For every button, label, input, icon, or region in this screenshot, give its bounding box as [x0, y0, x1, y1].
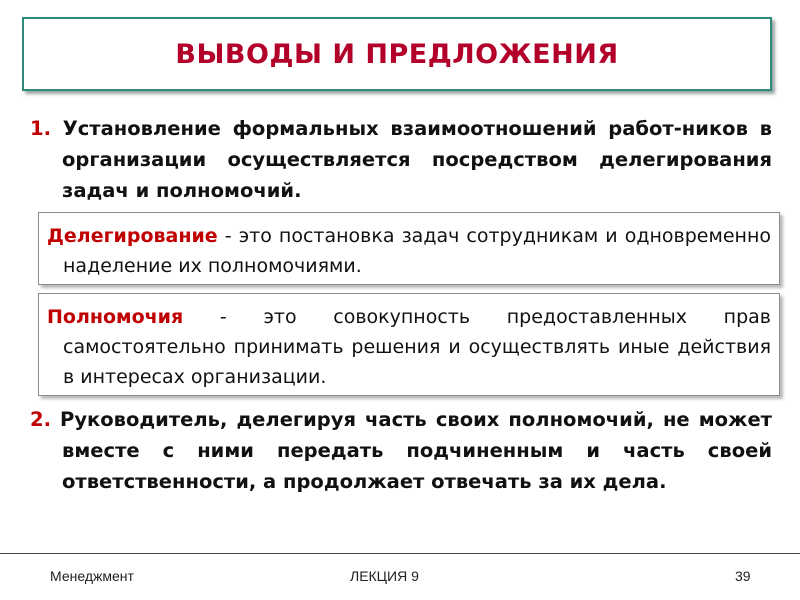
- definition-delegation-text: - это постановка задач сотрудникам и одновременно наделение их полномочиями.: [63, 225, 771, 277]
- point-1: [30, 113, 772, 206]
- point-2: [30, 404, 772, 497]
- footer-divider: [0, 553, 800, 554]
- footer-course: Менеджмент: [50, 568, 134, 584]
- point-1-text: Установление формальных взаимоотношений работ-ников в организации осуществляется посредством делегирования задач и полномочий.: [62, 117, 772, 202]
- definition-box-authority: [38, 293, 780, 396]
- point-1-number: 1.: [30, 117, 51, 140]
- definition-authority-term: Полномочия: [47, 306, 184, 328]
- definition-box-delegation: [38, 212, 780, 285]
- footer-lecture: ЛЕКЦИЯ 9: [350, 568, 419, 584]
- definition-delegation: [47, 221, 771, 281]
- title-box: [22, 17, 772, 91]
- definition-delegation-term: Делегирование: [47, 225, 218, 247]
- slide-title: ВЫВОДЫ И ПРЕДЛОЖЕНИЯ: [175, 38, 619, 70]
- definition-authority-text: - это совокупность предоставленных прав самостоятельно принимать решения и осуществлять иные действия в интересах организации.: [63, 306, 771, 388]
- point-2-number: 2.: [30, 408, 51, 431]
- point-2-text: Руководитель, делегируя часть своих полномочий, не может вместе с ними передать подчиненным и часть своей ответственности, а продолжает отвечать за их дела.: [60, 408, 772, 493]
- footer-page-number: 39: [735, 568, 751, 584]
- definition-authority: [47, 302, 771, 392]
